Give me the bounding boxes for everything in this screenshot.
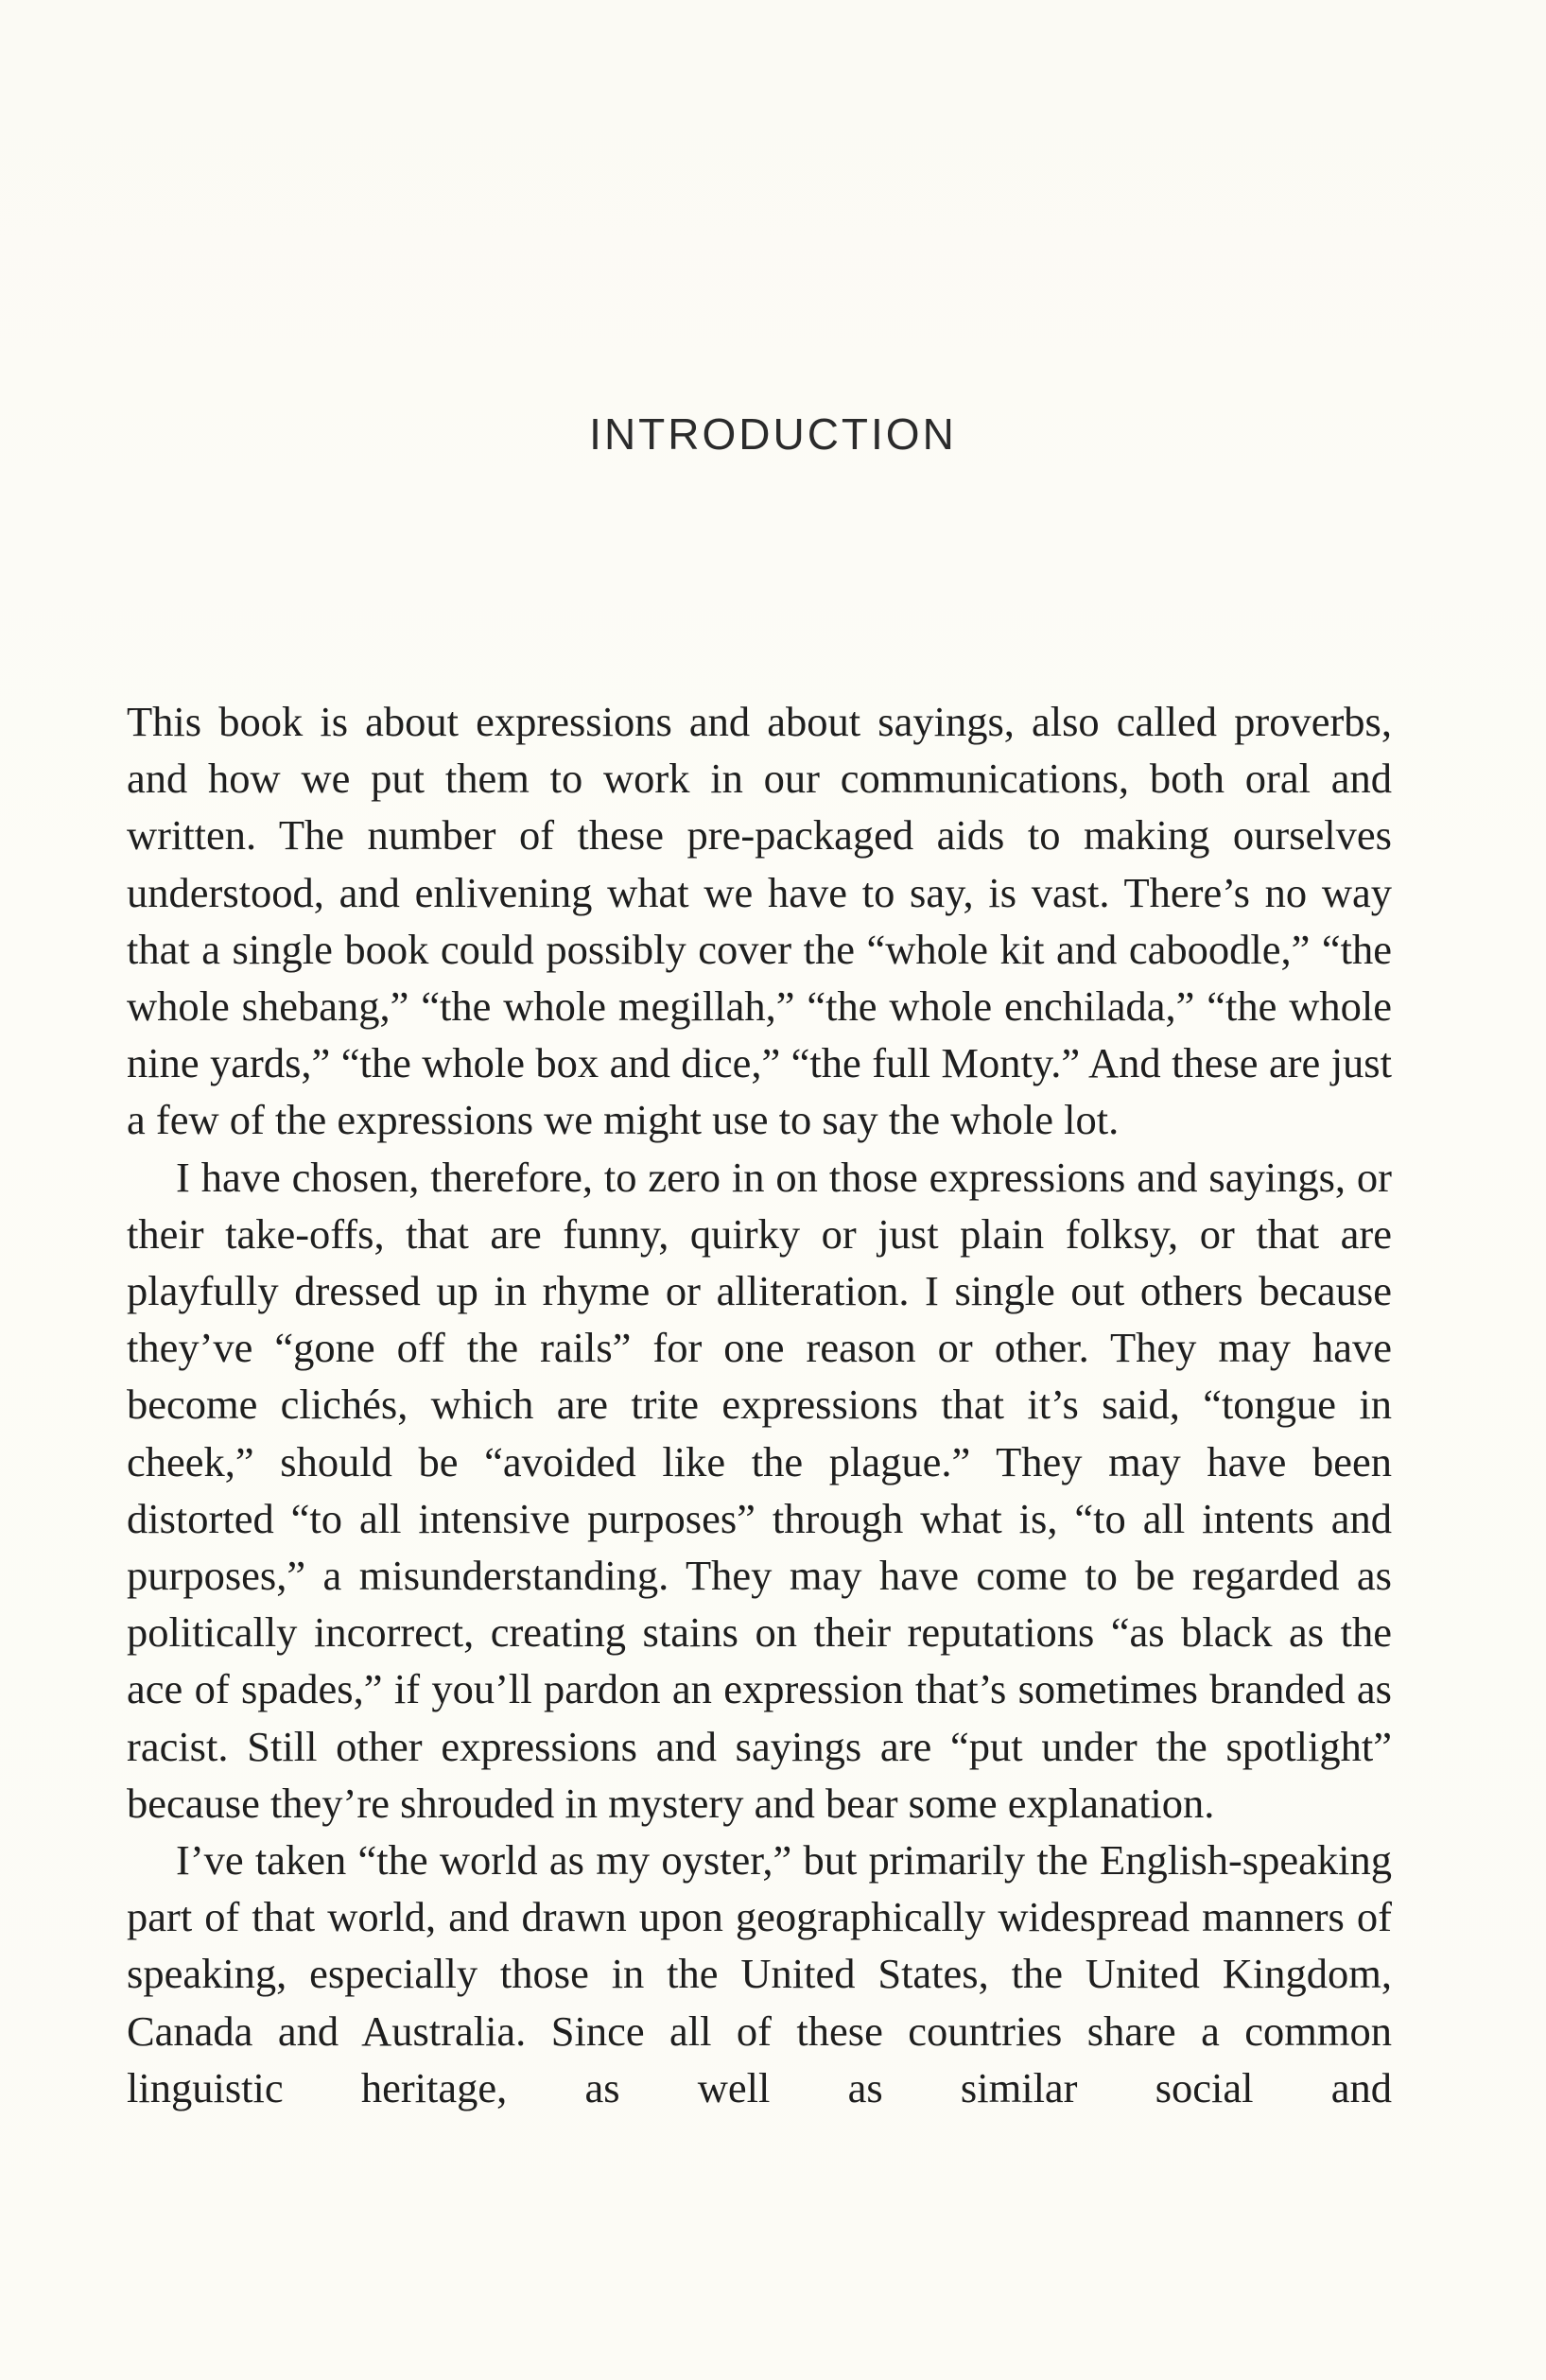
paragraph-1: This book is about expressions and about sayings, also called proverbs, and how we put them to work in our communications, both oral and written. The number of these pre-packaged aids to making ourselves understood, and enlivening what we have to say, is vast. There’s no way that a single book could possibly cover the “whole kit and caboodle,” “the whole shebang,” “the whole megillah,” “the whole enchilada,” “the whole nine yards,” “the whole box and dice,” “the full Monty.” And these are just a few of the expressions we might use to say the whole lot. — [127, 698, 1392, 1144]
paragraph-3: I’ve taken “the world as my oyster,” but primarily the English-speaking part of that world, and drawn upon geographically widespread manners of speaking, especially those in the United States, the United Kingdom, Canada and Australia. Since all of these countries share a common linguistic heritage, as well as similar social and — [127, 1836, 1392, 2111]
paragraph-2: I have chosen, therefore, to zero in on those expressions and sayings, or their take-offs, that are funny, quirky or just plain folksy, or that are playfully dressed up in rhyme or alliteration. I single out others because they’ve “gone off the rails” for one reason or other. They may have become clichés, which are trite expressions that it’s said, “tongue in cheek,” should be “avoided like the plague.” They may have been distorted “to all intensive purposes” through what is, “to all intents and purposes,” a misunderstanding. They may have come to be regarded as politically incorrect, creating stains on their reputations “as black as the ace of spades,” if you’ll pardon an expression that’s sometimes branded as racist. Still other expressions and sayings are “put under the spotlight” because they’re shrouded in mystery and bear some explanation. — [127, 1153, 1392, 1827]
body-text — [127, 693, 1392, 2116]
chapter-title: INTRODUCTION — [589, 409, 957, 459]
